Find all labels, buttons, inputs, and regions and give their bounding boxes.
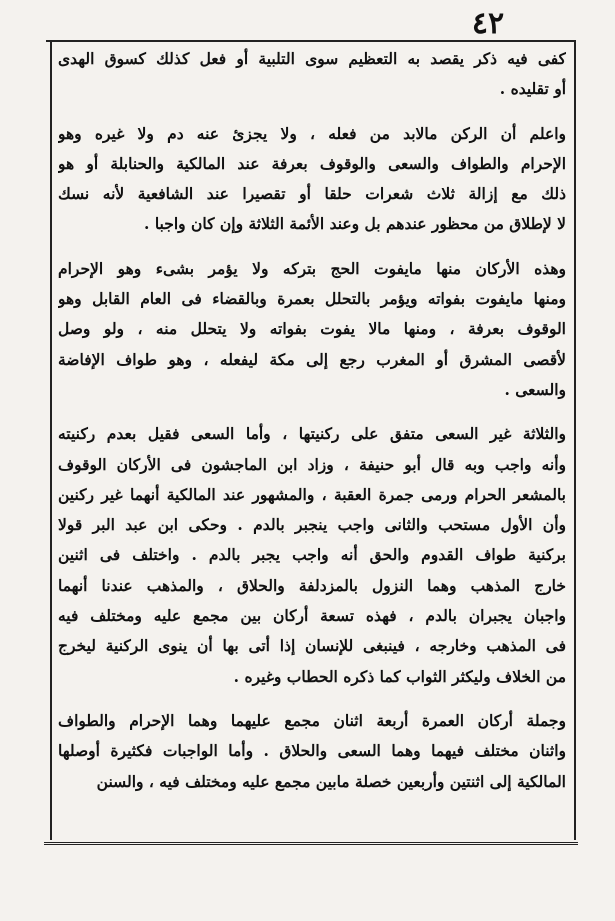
paragraph (58, 119, 566, 240)
paragraph-gap (58, 692, 566, 706)
text-line: بركنية طواف القدوم والحق أنه واجب يجبر بالدم . واختلف فى اثنين (58, 545, 566, 565)
text-line: خارج المذهب وهما النزول بالمزدلفة والحلاق ، والمذهب عندنا أنهما (58, 575, 566, 595)
text-line: والثلاثة غير السعى متفق على ركنيتها ، وأما السعى فقيل بعدم ركنيته (58, 424, 566, 444)
bottom-rule (44, 842, 578, 845)
text-line: واعلم أن الركن مالابد من فعله ، ولا يجزئ عنه دم ولا غيره وهو (58, 123, 566, 143)
text-line: فى المذهب وخارجه ، فينبغى للإنسان إذا أتى بها أن ينوى الركنية ليخرج (58, 636, 566, 656)
text-line: الإحرام والطواف والسعى والوقوف بعرفة عند المالكية والحنابلة أو هو (58, 153, 566, 173)
text-line: وجملة أركان العمرة أربعة اثنان مجمع عليهما وهما الإحرام والطواف (58, 710, 566, 730)
text-line: وهذه الأركان منها مايفوت الحج بتركه ولا يؤمر بشىء وهو الإحرام (58, 258, 566, 278)
text-line: ذلك مع إزالة ثلاث شعرات حلقا أو تقصيرا عند الشافعية لأنه نسك (58, 184, 566, 204)
text-line: بالمشعر الحرام ورمى جمرة العقبة ، والمشهور عند المالكية أنهما غير ركنين (58, 484, 566, 504)
page-body (58, 44, 566, 836)
paragraph-gap (58, 405, 566, 419)
paragraph (58, 254, 566, 405)
paragraph-gap (58, 240, 566, 254)
text-line: ومنها مايفوت بفواته ويؤمر بالتحلل بعمرة وبالقضاء فى العام القابل وهو (58, 289, 566, 309)
text-line: الوقوف بعرفة ، ومنها مالا يفوت بفواته ولا يتحلل منه ، ولو وصل (58, 319, 566, 339)
text-line: والسعى . (504, 379, 566, 399)
paragraph (58, 44, 566, 105)
text-line: لا لإطلاق من محظور عندهم بل وعند الأئمة الثلاثة وإن كان واجبا . (144, 214, 566, 234)
text-line: المالكية إلى اثنتين وأربعين خصلة مابين مجمع عليه ومختلف فيه ، والسنن (96, 771, 566, 791)
page-number: ٤٢ (471, 6, 505, 41)
text-line: واجبان يجبران بالدم ، فهذه تسعة أركان بين مجمع عليه ومختلف فيه (58, 606, 566, 626)
text-line: من الخلاف وليكثر الثواب كما ذكره الحطاب وغيره . (233, 666, 566, 686)
paragraph (58, 419, 566, 692)
text-line: واثنان مختلف فيهما وهما السعى والحلاق . وأما الواجبات فكثيرة أوصلها (58, 741, 566, 761)
text-line: أو تقليده . (499, 79, 566, 99)
paragraph (58, 706, 566, 797)
text-line: وأن الأول مستحب والثانى واجب ينجبر بالدم . وحكى ابن عبد البر قولا (58, 515, 566, 535)
text-line: كفى فيه ذكر يقصد به التعظيم سوى التلبية أو فعل كذلك كسوق الهدى (58, 49, 566, 68)
text-line: لأقصى المشرق أو المغرب رجع إلى مكة ليفعله ، وهو طواف الإفاضة (58, 349, 566, 369)
text-line: وأنه واجب وبه قال أبو حنيفة ، وزاد ابن الماجشون فى الأركان الوقوف (58, 454, 566, 474)
paragraph-gap (58, 105, 566, 119)
